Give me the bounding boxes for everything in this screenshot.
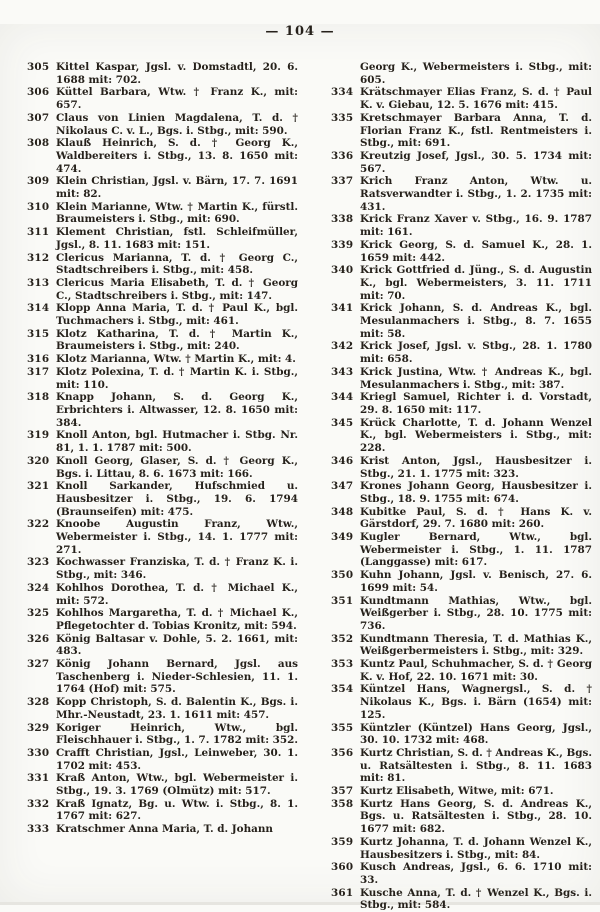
register-entry bbox=[27, 112, 298, 137]
entry-text: Kundtmann Theresia, T. d. Mathias K., Weißgerbermeisters i. Stbg., mit: 329. bbox=[360, 632, 592, 658]
entry-number: 343 bbox=[331, 365, 354, 378]
entry-number: 324 bbox=[27, 581, 50, 594]
entry-text: Kohlhos Margaretha, T. d. † Michael K., Pflegetochter d. Tobias Kronitz, mit: 594. bbox=[56, 607, 298, 632]
entry-text: Koriger Heinrich, Wtw., bgl. Fleischhauer i. Stbg., 1. 7. 1782 mit: 352. bbox=[56, 721, 298, 747]
register-entry bbox=[331, 569, 592, 594]
register-entry bbox=[27, 277, 298, 302]
entry-number: 315 bbox=[27, 327, 50, 340]
register-entry bbox=[27, 455, 298, 480]
entry-number: 341 bbox=[331, 302, 354, 315]
entry-text: Krick Justina, Wtw. † Andreas K., bgl. Mesulanmachers i. Stbg., mit: 387. bbox=[360, 365, 592, 391]
entry-text: Kratschmer Anna Maria, T. d. Johann bbox=[56, 823, 273, 836]
entry-text: Krätschmayer Elias Franz, S. d. † Paul K. v. Giebau, 12. 5. 1676 mit: 415. bbox=[360, 86, 592, 112]
entry-number: 342 bbox=[331, 340, 354, 353]
register-entry bbox=[27, 366, 298, 391]
entry-number: 318 bbox=[27, 391, 50, 404]
carryover-text: Georg K., Webermeisters i. Stbg., mit: 605. bbox=[360, 61, 592, 86]
entry-number: 350 bbox=[331, 569, 354, 582]
register-entry bbox=[331, 302, 592, 340]
entry-text: Kraß Ignatz, Bg. u. Wtw. i. Stbg., 8. 1. 1767 mit: 627. bbox=[56, 797, 298, 823]
entry-text: Kuhn Johann, Jgsl. v. Benisch, 27. 6. 1699 mit: 54. bbox=[360, 569, 592, 594]
entry-number: 323 bbox=[27, 556, 50, 569]
entry-number: 331 bbox=[27, 772, 50, 785]
entry-number: 347 bbox=[331, 480, 354, 493]
entry-text: Klotz Marianna, Wtw. † Martin K., mit: 4. bbox=[56, 353, 296, 366]
entry-text: Klein Christian, Jgsl. v. Bärn, 17. 7. 1691 mit: 82. bbox=[56, 175, 298, 201]
entry-number: 360 bbox=[331, 861, 354, 874]
entry-text: Kurtz Christian, S. d. † Andreas K., Bgs. u. Ratsältesten i. Stbg., 8. 11. 1683 mit: 81. bbox=[360, 746, 592, 785]
register-entry bbox=[27, 480, 298, 518]
entry-number: 320 bbox=[27, 454, 50, 467]
entry-text: Klement Christian, fstl. Schleifmüller, Jgsl., 8. 11. 1683 mit: 151. bbox=[56, 226, 298, 251]
entry-text: Krich Franz Anton, Wtw. u. Ratsverwandter i. Stbg., 1. 2. 1735 mit: 431. bbox=[360, 175, 592, 213]
register-entry bbox=[331, 861, 592, 886]
register-entry bbox=[331, 595, 592, 633]
entry-text: Kuntz Paul, Schuhmacher, S. d. † Georg K. v. Hof, 22. 10. 1671 mit: 30. bbox=[360, 658, 592, 683]
entry-text: Kriegl Samuel, Richter i. d. Vorstadt, 29. 8. 1650 mit: 117. bbox=[360, 391, 592, 416]
register-entry bbox=[27, 137, 298, 175]
entry-text: Krück Charlotte, T. d. Johann Wenzel K., bgl. Webermeisters i. Stbg., mit: 228. bbox=[360, 416, 592, 455]
register-entry bbox=[27, 772, 298, 797]
entry-number: 312 bbox=[27, 251, 50, 264]
entry-number: 354 bbox=[331, 683, 354, 696]
entry-number: 307 bbox=[27, 111, 50, 124]
register-entry bbox=[27, 658, 298, 696]
entry-number: 349 bbox=[331, 531, 354, 544]
entry-number: 326 bbox=[27, 632, 50, 645]
entry-text: Klotz Polexina, T. d. † Martin K. i. Stbg., mit: 110. bbox=[56, 365, 298, 391]
register-entry bbox=[331, 150, 592, 175]
entry-text: Kundtmann Mathias, Wtw., bgl. Weißgerber i. Stbg., 28. 10. 1775 mit: 736. bbox=[360, 594, 592, 632]
entry-text: König Baltasar v. Dohle, 5. 2. 1661, mit: 483. bbox=[56, 632, 298, 658]
register-entry bbox=[331, 239, 592, 264]
register-entry bbox=[331, 391, 592, 416]
entry-number: 334 bbox=[331, 86, 354, 99]
entry-text: Kreutzig Josef, Jgsl., 30. 5. 1734 mit: 567. bbox=[360, 149, 592, 175]
two-column-text-body bbox=[0, 61, 600, 912]
entry-number: 335 bbox=[331, 111, 354, 124]
entry-text: Crafft Christian, Jgsl., Leinweber, 30. 1. 1702 mit: 453. bbox=[56, 746, 298, 772]
entry-number: 332 bbox=[27, 797, 50, 810]
entry-text: Knoll Georg, Glaser, S. d. † Georg K., Bgs. i. Littau, 8. 6. 1673 mit: 166. bbox=[56, 454, 298, 480]
entry-text: Kurtz Elisabeth, Witwe, mit: 671. bbox=[360, 785, 554, 798]
entry-number: 322 bbox=[27, 518, 50, 531]
register-entry bbox=[331, 340, 592, 365]
entry-number: 336 bbox=[331, 149, 354, 162]
entry-text: Krones Johann Georg, Hausbesitzer i. Stbg., 18. 9. 1755 mit: 674. bbox=[360, 480, 592, 505]
entry-text: Kopp Christoph, S. d. Balentin K., Bgs. i. Mhr.-Neustadt, 23. 1. 1611 mit: 457. bbox=[56, 696, 298, 721]
register-entry bbox=[27, 518, 298, 556]
entry-text: Krick Franz Xaver v. Stbg., 16. 9. 1787 mit: 161. bbox=[360, 213, 592, 239]
register-entry bbox=[331, 747, 592, 785]
entry-number: 356 bbox=[331, 746, 354, 759]
entry-text: Krick Gottfried d. Jüng., S. d. Augustin K., bgl. Webermeisters, 3. 11. 1711 mit: 70. bbox=[360, 264, 592, 302]
entry-number: 338 bbox=[331, 213, 354, 226]
entry-text: Claus von Linien Magdalena, T. d. † Nikolaus C. v. L., Bgs. i. Stbg., mit: 590. bbox=[56, 111, 298, 137]
register-entry bbox=[331, 836, 592, 861]
entry-number: 314 bbox=[27, 302, 50, 315]
entry-number: 345 bbox=[331, 416, 354, 429]
entry-text: Knapp Johann, S. d. Georg K., Erbrichters i. Altwasser, 12. 8. 1650 mit: 384. bbox=[56, 391, 298, 429]
register-entry bbox=[27, 353, 298, 366]
entry-number: 337 bbox=[331, 175, 354, 188]
entry-number: 305 bbox=[27, 61, 50, 73]
entry-text: Kraß Anton, Wtw., bgl. Webermeister i. Stbg., 19. 3. 1769 (Olmütz) mit: 517. bbox=[56, 772, 298, 798]
entry-text: Kubitke Paul, S. d. † Hans K. v. Gärstdorf, 29. 7. 1680 mit: 260. bbox=[360, 505, 592, 531]
register-entry bbox=[27, 86, 298, 111]
entry-text: Kittel Kaspar, Jgsl. v. Domstadtl, 20. 6. 1688 mit: 702. bbox=[56, 61, 298, 86]
entry-text: Krick Johann, S. d. Andreas K., bgl. Mesulanmachers i. Stbg., 8. 7. 1655 mit: 58. bbox=[360, 302, 592, 340]
entry-number: 339 bbox=[331, 238, 354, 251]
right-column-entries bbox=[331, 86, 592, 912]
entry-text: Küntzel Hans, Wagnergsl., S. d. † Nikolaus K., Bgs. i. Bärn (1654) mit: 125. bbox=[360, 683, 592, 721]
register-entry bbox=[27, 722, 298, 747]
entry-text: Klopp Anna Maria, T. d. † Paul K., bgl. Tuchmachers i. Stbg., mit: 461. bbox=[56, 302, 298, 328]
entry-text: Kurtz Hans Georg, S. d. Andreas K., Bgs. u. Ratsältesten i. Stbg., 28. 10. 1677 mit: 682. bbox=[360, 797, 592, 836]
entry-number: 340 bbox=[331, 264, 354, 277]
register-entry bbox=[27, 61, 298, 86]
entry-number: 327 bbox=[27, 658, 50, 671]
entry-number: 319 bbox=[27, 429, 50, 442]
entry-text: Kurtz Johanna, T. d. Johann Wenzel K., Hausbesitzers i. Stbg., mit: 84. bbox=[360, 835, 592, 861]
entry-text: Clericus Marianna, T. d. † Georg C., Stadtschreibers i. Stbg., mit: 458. bbox=[56, 251, 298, 277]
entry-number: 333 bbox=[27, 823, 50, 836]
register-entry bbox=[331, 112, 592, 150]
register-entry bbox=[331, 213, 592, 238]
entry-number: 353 bbox=[331, 658, 354, 671]
entry-text: Kugler Bernard, Wtw., bgl. Webermeister i. Stbg., 1. 11. 1787 (Langgasse) mit: 617. bbox=[360, 531, 592, 569]
entry-text: Knoll Sarkander, Hufschmied u. Hausbesitzer i. Stbg., 19. 6. 1794 (Braunseifen) mit: 475. bbox=[56, 480, 298, 518]
entry-number: 310 bbox=[27, 200, 50, 213]
entry-text: Klein Marianne, Wtw. † Martin K., fürstl. Braumeisters i. Stbg., mit: 690. bbox=[56, 200, 298, 226]
page-number: — 104 — bbox=[265, 24, 335, 39]
register-entry bbox=[331, 683, 592, 721]
register-entry bbox=[331, 798, 592, 836]
entry-number: 352 bbox=[331, 632, 354, 645]
register-entry bbox=[27, 302, 298, 327]
entry-number: 355 bbox=[331, 721, 354, 734]
register-entry bbox=[331, 785, 592, 798]
register-entry bbox=[331, 455, 592, 480]
register-entry bbox=[331, 86, 592, 111]
register-entry bbox=[27, 328, 298, 353]
entry-number: 311 bbox=[27, 226, 50, 239]
register-entry bbox=[27, 226, 298, 251]
register-entry bbox=[27, 798, 298, 823]
entry-number: 330 bbox=[27, 746, 50, 759]
register-entry bbox=[331, 633, 592, 658]
entry-text: Kretschmayer Barbara Anna, T. d. Florian Franz K., fstl. Rentmeisters i. Stbg., mit: 691. bbox=[360, 111, 592, 150]
entry-number: 306 bbox=[27, 86, 50, 99]
entry-text: Krist Anton, Jgsl., Hausbesitzer i. Stbg., 21. 1. 1775 mit: 323. bbox=[360, 454, 592, 480]
entry-number: 313 bbox=[27, 276, 50, 289]
entry-number: 357 bbox=[331, 785, 354, 798]
entry-text: Clericus Maria Elisabeth, T. d. † Georg C., Stadtschreibers i. Stbg., mit: 147. bbox=[56, 276, 298, 302]
entry-text: Klauß Heinrich, S. d. † Georg K., Waldbereiters i. Stbg., 13. 8. 1650 mit: 474. bbox=[56, 137, 298, 175]
entry-text: Küntzler (Küntzel) Hans Georg, Jgsl., 30. 10. 1732 mit: 468. bbox=[360, 721, 592, 747]
entry-number: 325 bbox=[27, 607, 50, 620]
entry-number: 358 bbox=[331, 797, 354, 810]
register-entry bbox=[331, 480, 592, 505]
register-entry bbox=[331, 722, 592, 747]
entry-text: Kusche Anna, T. d. † Wenzel K., Bgs. i. Stbg., mit: 584. bbox=[360, 886, 592, 912]
entry-number: 351 bbox=[331, 594, 354, 607]
entry-text: Küttel Barbara, Wtw. † Franz K., mit: 657. bbox=[56, 86, 298, 112]
entry-text: Klotz Katharina, T. d. † Martin K., Braumeisters i. Stbg., mit: 240. bbox=[56, 327, 298, 353]
register-entry bbox=[331, 658, 592, 683]
register-entry bbox=[331, 264, 592, 302]
entry-number: 316 bbox=[27, 353, 50, 366]
register-entry bbox=[27, 175, 298, 200]
register-entry bbox=[331, 366, 592, 391]
entry-number: 361 bbox=[331, 886, 354, 899]
entry-number: 344 bbox=[331, 391, 354, 404]
entry-text: Kusch Andreas, Jgsl., 6. 6. 1710 mit: 33. bbox=[360, 861, 592, 886]
register-entry bbox=[27, 201, 298, 226]
entry-text: Kohlhos Dorothea, T. d. † Michael K., mit: 572. bbox=[56, 581, 298, 607]
register-entry bbox=[27, 747, 298, 772]
register-entry bbox=[27, 252, 298, 277]
entry-number: 309 bbox=[27, 175, 50, 188]
register-entry bbox=[331, 175, 592, 213]
register-entry bbox=[331, 887, 592, 912]
entry-text: Knoobe Augustin Franz, Wtw., Webermeister i. Stbg., 14. 1. 1777 mit: 271. bbox=[56, 518, 298, 556]
register-entry bbox=[27, 823, 298, 836]
entry-text: Krick Georg, S. d. Samuel K., 28. 1. 1659 mit: 442. bbox=[360, 238, 592, 264]
register-entry bbox=[27, 633, 298, 658]
entry-number: 359 bbox=[331, 835, 354, 848]
entry-number: 321 bbox=[27, 480, 50, 493]
register-entry bbox=[27, 696, 298, 721]
entry-text: Knoll Anton, bgl. Hutmacher i. Stbg. Nr. 81, 1. 1. 1787 mit: 500. bbox=[56, 429, 298, 455]
entry-number: 308 bbox=[27, 137, 50, 150]
left-column bbox=[27, 61, 298, 912]
entry-number: 346 bbox=[331, 454, 354, 467]
register-entry bbox=[27, 582, 298, 607]
register-entry bbox=[331, 417, 592, 455]
entry-number: 329 bbox=[27, 721, 50, 734]
register-entry bbox=[331, 531, 592, 569]
entry-number: 348 bbox=[331, 505, 354, 518]
right-column bbox=[331, 61, 592, 912]
scanned-register-page bbox=[0, 24, 600, 912]
register-entry bbox=[331, 506, 592, 531]
register-entry bbox=[27, 556, 298, 581]
register-entry bbox=[27, 391, 298, 429]
register-entry bbox=[27, 607, 298, 632]
entry-text: König Johann Bernard, Jgsl. aus Taschenberg i. Nieder-Schlesien, 11. 1. 1764 (Hof) mit: 575. bbox=[56, 658, 298, 696]
entry-number: 317 bbox=[27, 365, 50, 378]
register-entry bbox=[27, 429, 298, 454]
entry-number: 328 bbox=[27, 696, 50, 709]
entry-text: Krick Josef, Jgsl. v. Stbg., 28. 1. 1780 mit: 658. bbox=[360, 340, 592, 366]
entry-text: Kochwasser Franziska, T. d. † Franz K. i. Stbg., mit: 346. bbox=[56, 556, 298, 582]
